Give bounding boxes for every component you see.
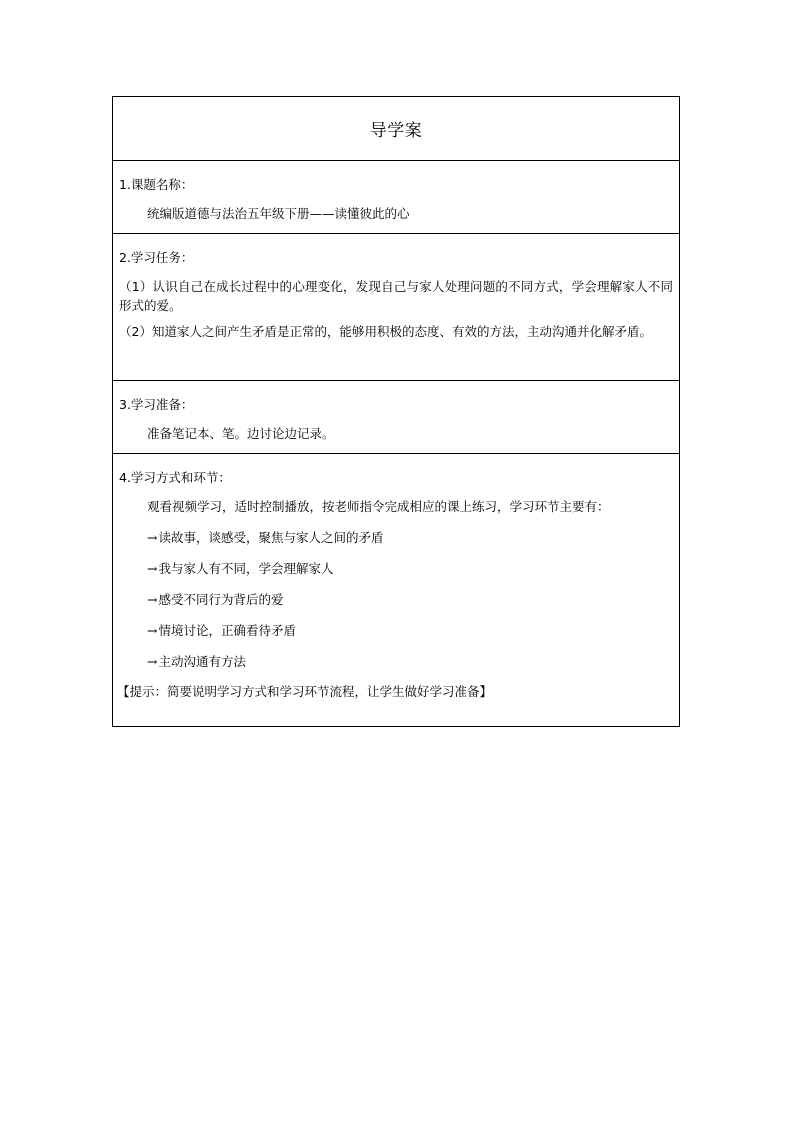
step-list xyxy=(119,528,673,671)
list-item xyxy=(119,590,673,609)
list-item xyxy=(119,652,673,671)
arrow-right-icon: → xyxy=(147,530,158,545)
arrow-right-icon: → xyxy=(147,623,158,638)
method-section xyxy=(113,453,679,726)
arrow-right-icon: → xyxy=(147,561,158,576)
preparation-section xyxy=(113,380,679,453)
title-row xyxy=(113,97,679,160)
method-heading: 4.学习方式和环节： xyxy=(119,470,231,485)
arrow-right-icon: → xyxy=(147,592,158,607)
task-item-2: （2）知道家人之间产生矛盾是正常的，能够用积极的态度、有效的方法，主动沟通并化解矛盾。 xyxy=(119,324,652,339)
topic-heading: 1.课题名称： xyxy=(119,177,194,192)
step-text: 感受不同行为背后的爱 xyxy=(158,592,284,607)
step-text: 主动沟通有方法 xyxy=(158,654,246,669)
page-title: 导学案 xyxy=(369,121,423,141)
arrow-right-icon: → xyxy=(147,654,158,669)
tasks-section xyxy=(113,233,679,380)
preparation-heading: 3.学习准备： xyxy=(119,397,194,412)
topic-content: 统编版道德与法治五年级下册——读懂彼此的心 xyxy=(147,206,410,221)
method-intro: 观看视频学习，适时控制播放，按老师指令完成相应的课上练习，学习环节主要有： xyxy=(147,499,610,514)
task-item-1: （1）认识自己在成长过程中的心理变化，发现自己与家人处理问题的不同方式，学会理解家人不同形式的爱。 xyxy=(119,279,673,313)
list-item xyxy=(119,621,673,640)
hint-note: 【提示：简要说明学习方式和学习环节流程，让学生做好学习准备】 xyxy=(117,684,493,699)
tasks-heading: 2.学习任务： xyxy=(119,250,194,265)
list-item xyxy=(119,559,673,578)
study-guide-table xyxy=(112,96,680,727)
step-text: 我与家人有不同，学会理解家人 xyxy=(158,561,334,576)
step-text: 情境讨论，正确看待矛盾 xyxy=(158,623,296,638)
topic-section xyxy=(113,160,679,233)
step-text: 读故事，谈感受，聚焦与家人之间的矛盾 xyxy=(158,530,384,545)
preparation-content: 准备笔记本、笔。边讨论边记录。 xyxy=(147,426,335,441)
list-item xyxy=(119,528,673,547)
